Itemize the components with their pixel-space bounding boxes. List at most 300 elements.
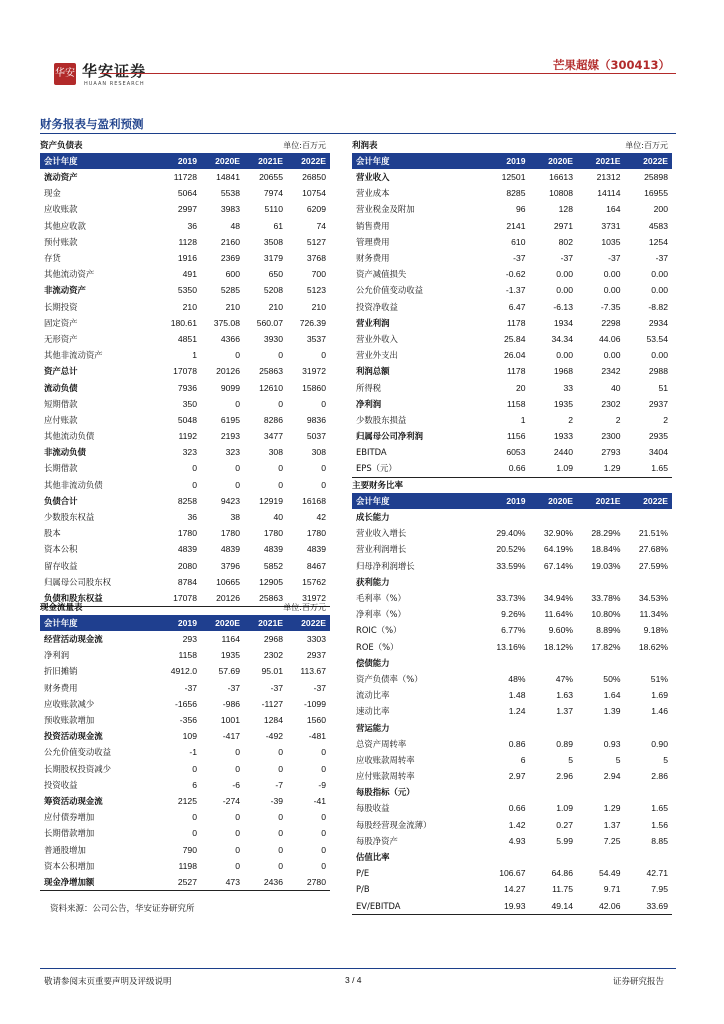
row-label: 归属母公司股东权: [44, 576, 111, 587]
row-label: 归属母公司净利润: [356, 431, 423, 442]
row-label: EPS（元）: [352, 460, 482, 477]
cell-value: 9.71: [603, 884, 621, 895]
cell-value: 32.90%: [543, 528, 573, 539]
cell-value: -356: [179, 715, 197, 726]
cell-value: 49.14: [530, 898, 578, 915]
table-row: [352, 639, 672, 655]
row-label: 速动比率: [356, 706, 390, 717]
cell-value: [577, 719, 625, 735]
cell-value: 2125: [177, 795, 197, 806]
table-row: [352, 363, 672, 379]
cell-value: 67.14%: [543, 560, 573, 571]
table-row: [352, 622, 672, 638]
table-row: [40, 712, 330, 728]
row-label: 普通股增加: [44, 844, 86, 855]
column-header-year: 2021E: [244, 615, 287, 631]
row-label: 现金净增加额: [40, 874, 158, 891]
cell-value: 3537: [306, 333, 326, 344]
cell-value: 40: [273, 512, 283, 523]
cell-value: 1.29: [577, 460, 625, 477]
cell-value: 13.16%: [496, 641, 526, 652]
cell-value: 25863: [244, 590, 287, 607]
data-source-note: 资料来源：公司公告，华安证券研究所: [50, 904, 195, 914]
row-label: 其他流动负债: [44, 431, 95, 442]
column-header-year: 2020E: [530, 153, 578, 169]
cell-value: 0.00: [603, 285, 621, 296]
cell-value: 8.89%: [596, 625, 621, 636]
cell-value: 8286: [263, 414, 283, 425]
cell-value: 38: [230, 512, 240, 523]
cell-value: 1.56: [651, 819, 668, 830]
cell-value: -37: [655, 253, 668, 264]
cell-value: 1035: [601, 236, 621, 247]
cell-value: 0: [278, 398, 283, 409]
table-row: [40, 777, 330, 793]
cell-value: 4839: [220, 544, 240, 555]
cell-value: 0: [192, 812, 197, 823]
cell-value: 3404: [648, 447, 668, 458]
cell-value: -37: [513, 253, 526, 264]
row-label: 财务费用: [44, 682, 78, 693]
table-row: [352, 460, 672, 477]
cell-value: 210: [182, 301, 197, 312]
column-header-label: 会计年度: [352, 493, 482, 509]
cell-value: 12919: [259, 495, 283, 506]
cell-value: 8258: [177, 495, 197, 506]
cell-value: 180.61: [170, 317, 197, 328]
cell-value: 20126: [201, 590, 244, 607]
balance-sheet-table: [40, 153, 330, 607]
cell-value: 1.09: [556, 803, 573, 814]
row-label: 现金: [44, 188, 61, 199]
row-label: 营业税金及附加: [356, 204, 415, 215]
cell-value: 0: [278, 479, 283, 490]
cell-value: 8467: [306, 560, 326, 571]
cell-value: 15860: [302, 382, 326, 393]
cell-value: 33.59%: [496, 560, 526, 571]
section-title: 财务报表与盈利预测: [40, 117, 144, 131]
row-label: 营业利润增长: [356, 544, 407, 555]
row-label: 应付账款: [44, 414, 78, 425]
cell-value: 9836: [306, 414, 326, 425]
table-row: [352, 509, 672, 525]
cell-value: [482, 784, 530, 800]
cell-value: [530, 719, 578, 735]
cell-value: 0: [321, 812, 326, 823]
row-label: 流动资产: [44, 172, 78, 183]
cell-value: 48: [230, 220, 240, 231]
row-label: 公允价值变动收益: [356, 285, 423, 296]
cell-value: 2997: [177, 204, 197, 215]
table-row: [352, 347, 672, 363]
cell-value: 10.80%: [591, 609, 621, 620]
cell-value: 0.66: [482, 460, 530, 477]
table-row: [40, 696, 330, 712]
cell-value: 4839: [263, 544, 283, 555]
cell-value: [482, 719, 530, 735]
cell-value: 210: [268, 301, 283, 312]
cell-value: 2: [663, 414, 668, 425]
cell-value: 12905: [259, 576, 283, 587]
row-label: 估值比率: [356, 852, 390, 863]
cell-value: 1.69: [651, 690, 668, 701]
cell-value: 1.37: [603, 819, 621, 830]
table-row: [40, 841, 330, 857]
table-row: [352, 282, 672, 298]
table-row: [352, 266, 672, 282]
cell-value: 650: [268, 269, 283, 280]
row-label: 长期股权投资减少: [44, 763, 111, 774]
cell-value: 491: [182, 269, 197, 280]
cell-value: 11728: [173, 172, 197, 183]
cell-value: 0: [321, 350, 326, 361]
cell-value: 1198: [178, 860, 197, 871]
row-label: 留存收益: [44, 560, 78, 571]
row-label: 股本: [44, 528, 61, 539]
cell-value: 42.06: [577, 898, 625, 915]
cell-value: 1158: [178, 650, 197, 661]
cell-value: -39: [270, 795, 283, 806]
table-row: [40, 218, 330, 234]
cell-value: 12501: [501, 172, 526, 183]
cell-value: 6209: [306, 204, 326, 215]
cell-value: 1780: [220, 528, 240, 539]
cell-value: 11.64%: [544, 609, 573, 620]
cell-value: -274: [222, 795, 240, 806]
row-label: EBITDA: [356, 447, 387, 458]
column-header-year: 2020E: [201, 615, 244, 631]
cell-value: 2436: [244, 874, 287, 891]
row-label: 净利率（%）: [356, 609, 406, 620]
cell-value: 1158: [507, 398, 526, 409]
cell-value: -0.62: [505, 269, 526, 280]
cell-value: 0: [235, 479, 240, 490]
cash-flow-title: 现金流量表: [40, 603, 83, 613]
cell-value: 9.18%: [643, 625, 668, 636]
cell-value: -1: [189, 747, 197, 758]
row-label: 非流动负债: [44, 447, 86, 458]
cell-value: 1178: [507, 317, 526, 328]
row-label: 每股经营现金流薄）: [356, 819, 432, 830]
cell-value: 726.39: [299, 317, 326, 328]
row-label: 营业收入: [356, 172, 390, 183]
cell-value: [625, 849, 673, 865]
table-row: [352, 396, 672, 412]
cell-value: 26.04: [503, 350, 526, 361]
cell-value: -986: [222, 698, 240, 709]
cell-value: -1099: [304, 698, 326, 709]
cell-value: 9.60%: [548, 625, 573, 636]
table-row: [352, 655, 672, 671]
table-row: [352, 768, 672, 784]
row-label: 应付账款周转率: [356, 771, 415, 782]
cell-value: 33.69: [625, 898, 673, 915]
cell-value: 1780: [306, 528, 326, 539]
row-label: 获利能力: [356, 576, 390, 587]
cell-value: 14114: [597, 188, 621, 199]
row-label: 预付账款: [44, 236, 78, 247]
cell-value: 1178: [507, 366, 526, 377]
cell-value: 0: [321, 398, 326, 409]
cell-value: 2937: [648, 398, 668, 409]
row-label: 管理费用: [356, 236, 390, 247]
column-header-year: 2022E: [625, 153, 673, 169]
table-row: [40, 331, 330, 347]
footer-disclaimer: 敬请参阅末页重要声明及评级说明: [44, 977, 172, 987]
table-row: [352, 898, 672, 915]
cell-value: 26850: [302, 172, 326, 183]
cell-value: 5127: [306, 236, 326, 247]
table-row: [352, 218, 672, 234]
row-label: 总资产周转率: [356, 738, 407, 749]
cell-value: [577, 849, 625, 865]
row-label: 每股收益: [356, 803, 390, 814]
logo-name: 华安证券: [82, 62, 147, 80]
cell-value: 1780: [263, 528, 283, 539]
cell-value: -6: [232, 779, 240, 790]
row-label: 流动比率: [356, 690, 390, 701]
cell-value: 0: [192, 463, 197, 474]
cell-value: 128: [558, 204, 573, 215]
cell-value: 0.00: [556, 350, 573, 361]
cell-value: 2971: [553, 220, 573, 231]
table-row: [40, 315, 330, 331]
table-row: [352, 169, 672, 185]
cell-value: 27.59%: [638, 560, 668, 571]
cell-value: 1.64: [603, 690, 621, 701]
table-row: [352, 250, 672, 266]
cell-value: 1: [520, 414, 526, 425]
cell-value: 473: [201, 874, 244, 891]
income-statement-table: [352, 153, 672, 478]
table-row: [40, 541, 330, 557]
table-header-row: [40, 153, 330, 169]
cell-value: 0: [321, 860, 326, 871]
row-label: 应收账款周转率: [356, 754, 415, 765]
cell-value: 3983: [220, 204, 240, 215]
cell-value: 1128: [178, 236, 197, 247]
cell-value: 5064: [177, 188, 197, 199]
cell-value: 1.63: [556, 690, 573, 701]
cell-value: 0: [321, 479, 326, 490]
cell-value: 10754: [302, 188, 326, 199]
table-row: [352, 800, 672, 816]
cell-value: 25.84: [503, 333, 526, 344]
row-label: 长期借款: [44, 463, 78, 474]
cell-value: 10808: [549, 188, 573, 199]
cell-value: 1.24: [508, 706, 526, 717]
cell-value: 0: [321, 463, 326, 474]
cell-value: 0: [278, 844, 283, 855]
row-label: 投资收益: [44, 779, 78, 790]
cell-value: 0: [278, 463, 283, 474]
cell-value: 0: [278, 763, 283, 774]
table-row: [40, 396, 330, 412]
row-label: 每股净资产: [356, 835, 398, 846]
cell-value: -417: [222, 731, 240, 742]
cell-value: 3930: [263, 333, 283, 344]
cell-value: 5048: [177, 414, 197, 425]
table-row: [352, 574, 672, 590]
cell-value: 1.42: [508, 819, 526, 830]
row-label: 营业利润: [356, 317, 390, 328]
cell-value: 2934: [648, 317, 668, 328]
row-label: 销售费用: [356, 220, 390, 231]
table-row: [40, 444, 330, 460]
row-label: 无形资产: [44, 333, 78, 344]
cell-value: 8285: [506, 188, 526, 199]
cell-value: 0: [235, 350, 240, 361]
row-label: 投资活动现金流: [44, 731, 103, 742]
cell-value: 5037: [306, 431, 326, 442]
cell-value: 2.86: [651, 771, 668, 782]
cell-value: -7: [275, 779, 283, 790]
table-row: [352, 671, 672, 687]
cell-value: 4912.0: [170, 666, 197, 677]
column-header-label: 会计年度: [40, 615, 158, 631]
cell-value: 18.12%: [543, 641, 573, 652]
row-label: 其他应收款: [44, 220, 86, 231]
row-label: 应收账款: [44, 204, 78, 215]
column-header-year: 2020E: [201, 153, 244, 169]
cell-value: 5123: [306, 285, 326, 296]
cell-value: 36: [187, 220, 197, 231]
cell-value: -37: [184, 682, 197, 693]
table-row: [352, 736, 672, 752]
row-label: 应付债券增加: [44, 812, 95, 823]
cell-value: 96: [515, 204, 526, 215]
cell-value: [530, 849, 578, 865]
logo-subtitle: HUAAN RESEARCH: [84, 81, 145, 87]
cell-value: 0: [278, 828, 283, 839]
row-label: 所得税: [356, 382, 382, 393]
row-label: 其他流动资产: [44, 269, 95, 280]
cell-value: 44.06: [598, 333, 621, 344]
cell-value: 0.00: [556, 285, 573, 296]
cell-value: 14.27: [503, 884, 526, 895]
cell-value: 11.34%: [639, 609, 668, 620]
cell-value: 19.03%: [591, 560, 621, 571]
cell-value: 0: [192, 828, 197, 839]
cell-value: 7974: [263, 188, 283, 199]
table-row: [40, 234, 330, 250]
cell-value: 7.25: [603, 835, 621, 846]
cell-value: 42.71: [646, 868, 668, 879]
table-row: [352, 234, 672, 250]
cell-value: 0: [321, 844, 326, 855]
cell-value: 2: [615, 414, 621, 425]
table-row: [40, 728, 330, 744]
cell-value: 308: [311, 447, 326, 458]
table-row: [40, 631, 330, 647]
cell-value: 1192: [178, 431, 197, 442]
cell-value: 57.69: [218, 666, 240, 677]
cell-value: 8784: [177, 576, 197, 587]
cell-value: 9099: [220, 382, 240, 393]
cell-value: 0: [278, 350, 283, 361]
cell-value: 0.00: [603, 350, 621, 361]
cell-value: 16613: [549, 172, 573, 183]
cell-value: 293: [182, 634, 197, 645]
cell-value: 1934: [553, 317, 573, 328]
table-row: [40, 761, 330, 777]
cell-value: -37: [227, 682, 240, 693]
column-header-year: 2019: [158, 615, 201, 631]
cell-value: 12610: [259, 382, 283, 393]
row-label: 长期借款增加: [44, 828, 95, 839]
cell-value: 20126: [216, 366, 240, 377]
cell-value: 20655: [259, 172, 283, 183]
row-label: ROIC（%）: [356, 625, 402, 636]
cell-value: 2935: [648, 431, 668, 442]
cell-value: 5.99: [556, 835, 573, 846]
cell-value: 51: [658, 382, 668, 393]
table-row: [40, 266, 330, 282]
cell-value: [625, 784, 673, 800]
cell-value: 1780: [177, 528, 197, 539]
cell-value: -8.82: [648, 301, 668, 312]
row-label: 存货: [44, 253, 61, 264]
cell-value: 5285: [220, 285, 240, 296]
column-header-year: 2019: [482, 493, 530, 509]
cell-value: 10665: [216, 576, 240, 587]
cell-value: 5208: [263, 285, 283, 296]
row-label: 少数股东权益: [44, 512, 95, 523]
cell-value: 2937: [306, 650, 326, 661]
row-label: 资产总计: [44, 366, 78, 377]
cell-value: 28.29%: [591, 528, 621, 539]
cell-value: 1.46: [651, 706, 668, 717]
row-label: 长期投资: [44, 301, 78, 312]
cell-value: 802: [558, 236, 573, 247]
table-row: [352, 331, 672, 347]
cell-value: 6.47: [508, 301, 526, 312]
cell-value: 1933: [553, 431, 573, 442]
income-statement-title: 利润表: [352, 141, 378, 151]
cell-value: 0: [278, 812, 283, 823]
cell-value: [482, 655, 530, 671]
row-label: 固定资产: [44, 317, 78, 328]
cell-value: 1560: [306, 715, 326, 726]
column-header-year: 2022E: [287, 615, 330, 631]
cell-value: 27.68%: [638, 544, 668, 555]
cell-value: 1935: [220, 650, 240, 661]
cell-value: 2793: [601, 447, 621, 458]
cell-value: 790: [182, 844, 197, 855]
cell-value: 2141: [506, 220, 526, 231]
table-row: [352, 541, 672, 557]
cell-value: 1284: [263, 715, 283, 726]
cell-value: [530, 784, 578, 800]
cell-value: 0: [235, 463, 240, 474]
table-row: [40, 525, 330, 541]
cell-value: 4.93: [508, 835, 526, 846]
cell-value: 2527: [158, 874, 201, 891]
cell-value: 3731: [601, 220, 621, 231]
table-row: [352, 703, 672, 719]
row-label: 应收账款减少: [44, 698, 95, 709]
cell-value: 9423: [220, 495, 240, 506]
cell-value: 2968: [263, 634, 283, 645]
row-label: P/E: [356, 868, 370, 879]
cell-value: 1001: [220, 715, 240, 726]
cell-value: 109: [182, 731, 197, 742]
column-header-year: 2019: [158, 153, 201, 169]
row-label: 资产减值损失: [356, 269, 407, 280]
cell-value: 33.78%: [591, 593, 621, 604]
row-label: 公允价值变动收益: [44, 747, 111, 758]
column-header-year: 2021E: [577, 493, 625, 509]
